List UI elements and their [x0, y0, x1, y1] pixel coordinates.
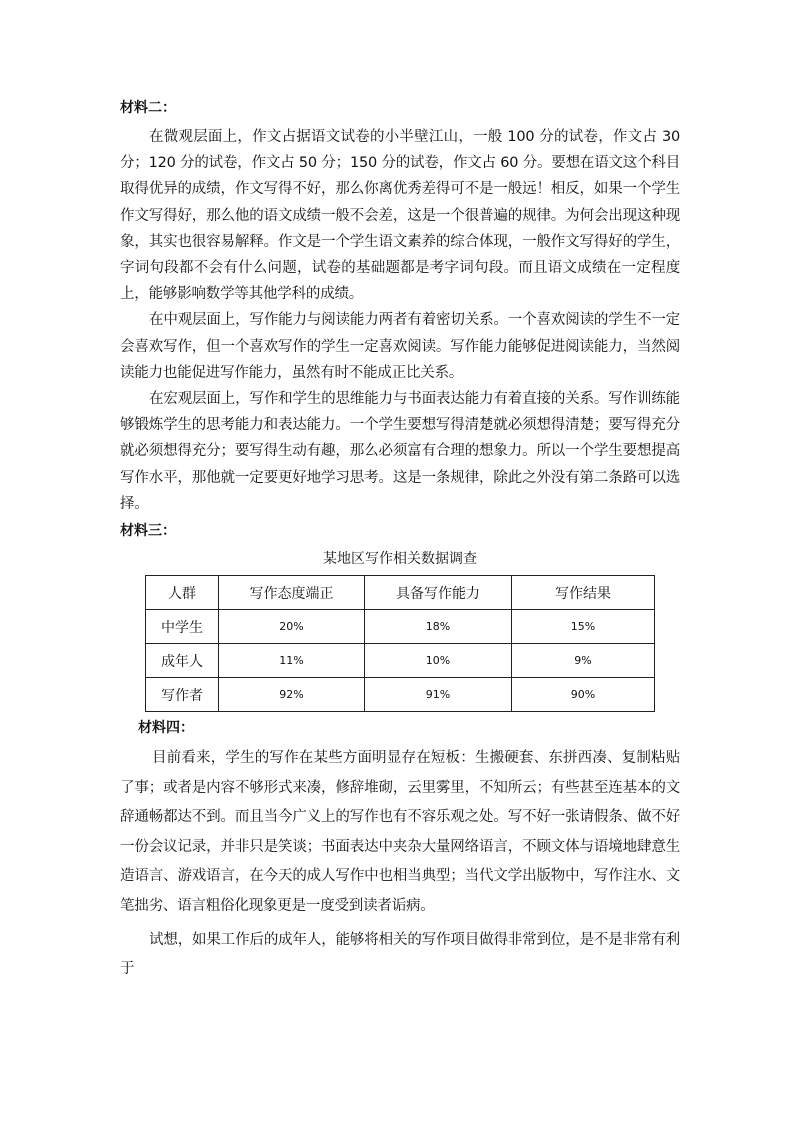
survey-table [145, 575, 655, 712]
column-header: 写作结果 [512, 576, 655, 610]
section-3 [120, 521, 680, 712]
table-header-row [146, 576, 655, 610]
section-2-paragraph-2: 在中观层面上，写作能力与阅读能力两者有着密切关系。一个喜欢阅读的学生不一定会喜欢写作，但一个喜欢写作的学生一定喜欢阅读。写作能力能够促进阅读能力，当然阅读能力也能促进写作能力，虽然有时不能成正比关系。 [120, 312, 680, 381]
table-cell: 18% [365, 610, 512, 644]
table-cell: 20% [219, 610, 365, 644]
table-cell: 91% [365, 678, 512, 712]
table-row [146, 678, 655, 712]
section-4 [120, 718, 680, 985]
table-cell: 90% [512, 678, 655, 712]
column-header: 写作态度端正 [219, 576, 365, 610]
table-cell: 成年人 [146, 644, 219, 678]
table-cell: 11% [219, 644, 365, 678]
section-4-paragraph-2: 试想，如果工作后的成年人，能够将相关的写作项目做得非常到位，是不是非常有利于 [120, 931, 680, 978]
section-2-paragraph-1: 在微观层面上，作文占据语文试卷的小半壁江山，一般 100 分的试卷，作文占 30 分；120 分的试卷，作文占 50 分；150 分的试卷，作文占 60 分。要想在语文这个科目取得优异的成绩，作文写得不好，那么你离优秀差得可不是一般远！相反，如果一个学生作文写得好，那么他的语文成绩一般不会差，这是一个很普遍的规律。为何会出现这种现象，其实也很容易解释。作文是一个学生语文素养的综合体现，一般作文写得好的学生，字词句段都不会有什么问题，试卷的基础题都是考字词句段。而且语文成绩在一定程度上，能够影响数学等其他学科的成绩。 [120, 129, 681, 303]
section-4-paragraph-1: 目前看来，学生的写作在某些方面明显存在短板：生搬硬套、东拼西凑、复制粘贴了事；或者是内容不够形式来凑，修辞堆砌，云里雾里，不知所云；有些甚至连基本的文辞通畅都达不到。而且当今广义上的写作也有不容乐观之处。写不好一张请假条、做不好一份会议记录，并非只是笑谈；书面表达中夹杂大量网络语言，不顾文体与语境地肆意生造语言、游戏语言，在今天的成人写作中也相当典型；当代文学出版物中，写作注水、文笔拙劣、语言粗俗化现象更是一度受到读者诟病。 [120, 750, 680, 915]
document-page [120, 98, 680, 985]
table-row [146, 610, 655, 644]
table-cell: 写作者 [146, 678, 219, 712]
section-2-heading: 材料二： [120, 100, 176, 116]
table-cell: 10% [365, 644, 512, 678]
table-title: 某地区写作相关数据调查 [323, 551, 477, 568]
column-header: 人群 [146, 576, 219, 610]
table-cell: 15% [512, 610, 655, 644]
table-cell: 92% [219, 678, 365, 712]
table-cell: 中学生 [146, 610, 219, 644]
column-header: 具备写作能力 [365, 576, 512, 610]
section-4-heading: 材料四： [138, 720, 194, 737]
section-2 [120, 98, 680, 517]
section-3-heading: 材料三： [120, 523, 176, 540]
table-cell: 9% [512, 644, 655, 678]
section-2-paragraph-3: 在宏观层面上，写作和学生的思维能力与书面表达能力有着直接的关系。写作训练能够锻炼学生的思考能力和表达能力。一个学生要想写得清楚就必须想得清楚；要写得充分就必须想得充分；要写得生动有趣，那么必须富有合理的想象力。所以一个学生要想提高写作水平，那他就一定要更好地学习思考。这是一条规律，除此之外没有第二条路可以选择。 [120, 391, 680, 512]
table-row [146, 644, 655, 678]
